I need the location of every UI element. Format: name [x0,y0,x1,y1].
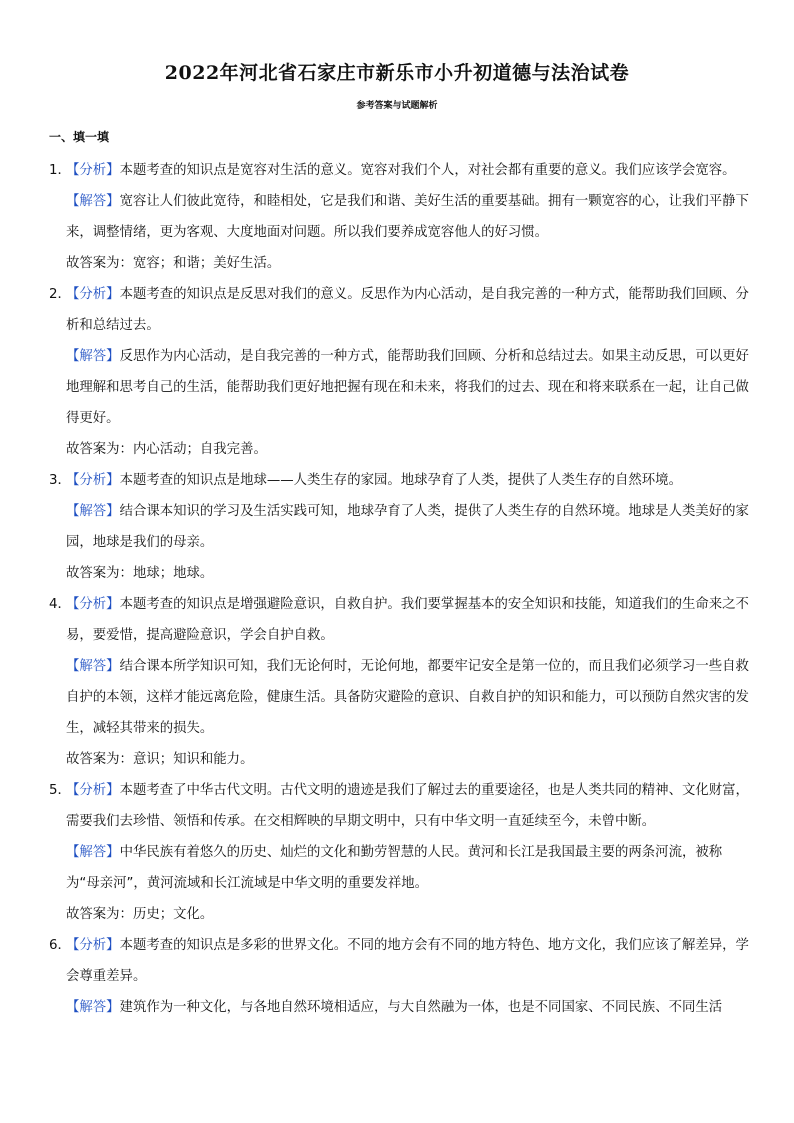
solution-paragraph [66,651,749,744]
answer-item-3 [49,465,749,589]
solution-label: 【解答】 [66,349,120,364]
answer-item-6 [49,930,749,1023]
analysis-label: 【分析】 [66,597,120,612]
answer-line: 故答案为：内心活动；自我完善。 [66,442,267,457]
item-number: 4． [49,597,71,612]
analysis-paragraph [66,155,749,186]
solution-text: 结合课本所学知识可知，我们无论何时，无论何地，都要牢记安全是第一位的，而且我们必须学习一些自救自护的本领，这样才能远离危险，健康生活。具备防灾避险的意识、自救自护的知识和能力，可以预防自然灾害的发生，减轻其带来的损失。 [66,659,749,736]
analysis-paragraph [66,279,749,341]
solution-label: 【解答】 [66,194,120,209]
answer-item-4 [49,589,749,775]
solution-label: 【解答】 [66,1000,120,1015]
analysis-text: 本题考查的知识点是反思对我们的意义。反思作为内心活动，是自我完善的一种方式，能帮助我们回顾、分析和总结过去。 [66,287,749,333]
solution-paragraph [66,186,749,248]
analysis-paragraph [66,930,749,992]
solution-text: 宽容让人们彼此宽待，和睦相处，它是我们和谐、美好生活的重要基础。拥有一颗宽容的心，让我们平静下来，调整情绪，更为客观、大度地面对问题。所以我们要养成宽容他人的好习惯。 [66,194,749,240]
analysis-label: 【分析】 [66,938,120,953]
answer-line: 故答案为：宽容；和谐；美好生活。 [66,256,281,271]
analysis-label: 【分析】 [66,287,120,302]
item-number: 3． [49,473,71,488]
solution-label: 【解答】 [66,659,120,674]
solution-text: 中华民族有着悠久的历史、灿烂的文化和勤劳智慧的人民。黄河和长江是我国最主要的两条河流，被称为“母亲河”，黄河流域和长江流域是中华文明的重要发祥地。 [66,845,723,891]
answer-item-5 [49,775,749,930]
analysis-paragraph [66,465,749,496]
solution-text: 建筑作为一种文化，与各地自然环境相适应，与大自然融为一体，也是不同国家、不同民族、不同生活 [119,1000,723,1015]
analysis-text: 本题考查的知识点是多彩的世界文化。不同的地方会有不同的地方特色、地方文化，我们应该了解差异，学会尊重差异。 [66,938,749,984]
analysis-text: 本题考查的知识点是宽容对生活的意义。宽容对我们个人，对社会都有重要的意义。我们应该学会宽容。 [119,163,736,178]
analysis-paragraph [66,775,749,837]
answer-line: 故答案为：意识；知识和能力。 [66,752,254,767]
solution-text: 结合课本知识的学习及生活实践可知，地球孕育了人类，提供了人类生存的自然环境。地球是人类美好的家园，地球是我们的母亲。 [66,504,749,550]
section-heading: 一、填一填 [49,130,110,144]
analysis-label: 【分析】 [66,473,120,488]
analysis-label: 【分析】 [66,783,120,798]
solution-text: 反思作为内心活动，是自我完善的一种方式，能帮助我们回顾、分析和总结过去。如果主动反思，可以更好地理解和思考自己的生活，能帮助我们更好地把握有现在和未来，将我们的过去、现在和将来联系在一起，让自己做得更好。 [66,349,749,426]
item-number: 2． [49,287,71,302]
solution-paragraph [66,496,749,558]
answer-line: 故答案为：地球；地球。 [66,566,214,581]
analysis-text: 本题考查的知识点是地球——人类生存的家园。地球孕育了人类，提供了人类生存的自然环境。 [119,473,682,488]
item-number: 5． [49,783,71,798]
page-title: 2022年河北省石家庄市新乐市小升初道德与法治试卷 [164,62,630,84]
answer-item-1 [49,155,749,279]
solution-paragraph [66,837,749,899]
analysis-text: 本题考查的知识点是增强避险意识，自救自护。我们要掌握基本的安全知识和技能，知道我们的生命来之不易，要爱惜，提高避险意识，学会自护自救。 [66,597,749,643]
page-subtitle: 参考答案与试题解析 [356,101,438,111]
analysis-paragraph [66,589,749,651]
item-number: 1． [49,163,71,178]
solution-label: 【解答】 [66,504,120,519]
solution-label: 【解答】 [66,845,120,860]
analysis-text: 本题考查了中华古代文明。古代文明的遗迹是我们了解过去的重要途径，也是人类共同的精神、文化财富，需要我们去珍惜、领悟和传承。在交相辉映的早期文明中，只有中华文明一直延续至今，未曾中断。 [66,783,749,829]
solution-paragraph [66,992,749,1023]
item-number: 6． [49,938,71,953]
answer-item-2 [49,279,749,465]
answer-line: 故答案为：历史；文化。 [66,907,214,922]
answer-list [49,155,749,1023]
analysis-label: 【分析】 [66,163,120,178]
solution-paragraph [66,341,749,434]
